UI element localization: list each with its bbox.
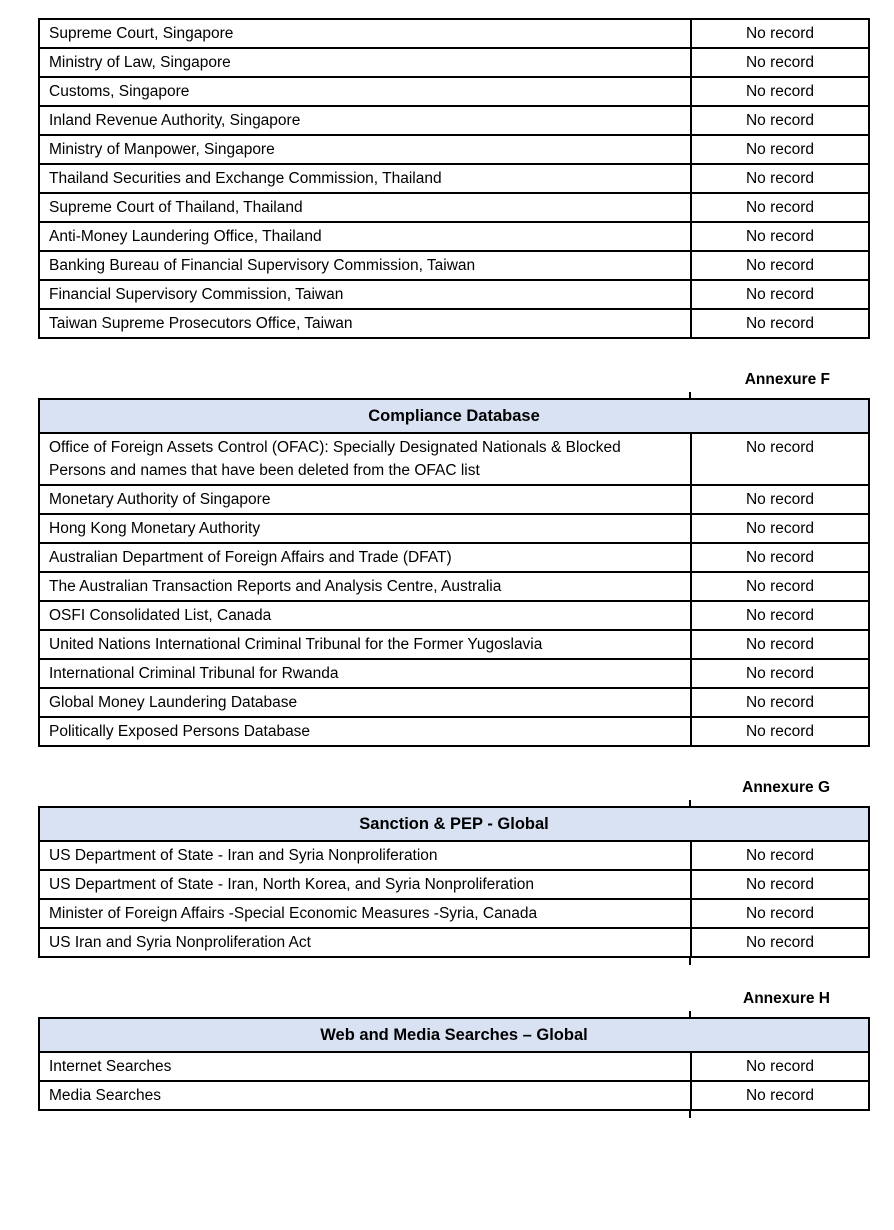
section-web-media-searches xyxy=(0,989,894,1111)
table-row xyxy=(39,48,869,77)
source-cell xyxy=(39,1081,691,1110)
result-cell: No record xyxy=(691,928,869,957)
result-cell: No record xyxy=(691,717,869,746)
web-media-table-wrap xyxy=(38,1017,868,1111)
web-media-searches-table xyxy=(38,1017,870,1111)
source-cell xyxy=(39,514,691,543)
source-text: US Iran and Syria Nonproliferation Act xyxy=(49,934,311,951)
table-row xyxy=(39,135,869,164)
source-cell xyxy=(39,543,691,572)
divider-tick xyxy=(689,1111,691,1118)
source-text: Office of Foreign Assets Control (OFAC): Specially Designated Nationals & Blocked Persons and names that have been deleted from the OFAC list xyxy=(49,439,621,479)
result-cell: No record xyxy=(691,543,869,572)
sanction-pep-table xyxy=(38,806,870,958)
source-text: Taiwan Supreme Prosecutors Office, Taiwan xyxy=(49,315,353,332)
source-cell xyxy=(39,433,691,485)
source-text: Ministry of Manpower, Singapore xyxy=(49,141,275,158)
source-cell xyxy=(39,630,691,659)
result-cell: No record xyxy=(691,222,869,251)
source-cell xyxy=(39,870,691,899)
source-text: Global Money Laundering Database xyxy=(49,694,298,711)
section-compliance-database xyxy=(0,370,894,747)
source-text: Banking Bureau of Financial Supervisory Commission, Taiwan xyxy=(49,257,476,274)
source-cell xyxy=(39,309,691,338)
table-row xyxy=(39,514,869,543)
table-row xyxy=(39,630,869,659)
table-row xyxy=(39,106,869,135)
table-row xyxy=(39,899,869,928)
compliance-database-table xyxy=(38,398,870,747)
source-text: Media Searches xyxy=(49,1087,162,1104)
divider-tick xyxy=(689,800,691,806)
source-text: OSFI Consolidated List, Canada xyxy=(49,607,272,624)
table-row xyxy=(39,1052,869,1081)
source-text: Supreme Court of Thailand, Thailand xyxy=(49,199,303,216)
source-text: Monetary Authority of Singapore xyxy=(49,491,271,508)
table-row xyxy=(39,717,869,746)
table-row xyxy=(39,164,869,193)
result-cell: No record xyxy=(691,1081,869,1110)
source-cell xyxy=(39,1052,691,1081)
source-cell xyxy=(39,572,691,601)
table-row xyxy=(39,251,869,280)
source-text: Thailand Securities and Exchange Commission, Thailand xyxy=(49,170,442,187)
table-row xyxy=(39,601,869,630)
source-cell xyxy=(39,717,691,746)
table-row xyxy=(39,1081,869,1110)
table-row xyxy=(39,841,869,870)
annexure-label-f: Annexure F xyxy=(744,371,830,388)
result-cell: No record xyxy=(691,135,869,164)
result-cell: No record xyxy=(691,514,869,543)
table-row xyxy=(39,928,869,957)
result-cell: No record xyxy=(691,485,869,514)
jurisdiction-sources-table xyxy=(38,18,870,339)
result-cell: No record xyxy=(691,106,869,135)
compliance-table-wrap xyxy=(38,398,868,747)
divider-tick xyxy=(689,958,691,965)
source-text: Australian Department of Foreign Affairs and Trade (DFAT) xyxy=(49,549,452,566)
annexure-label-g: Annexure G xyxy=(742,779,830,796)
section-sanction-pep xyxy=(0,778,894,958)
result-cell: No record xyxy=(691,630,869,659)
source-cell xyxy=(39,485,691,514)
source-text: Ministry of Law, Singapore xyxy=(49,54,231,71)
source-cell xyxy=(39,899,691,928)
source-text: Anti-Money Laundering Office, Thailand xyxy=(49,228,322,245)
source-text: Politically Exposed Persons Database xyxy=(49,723,311,740)
source-cell xyxy=(39,193,691,222)
result-cell: No record xyxy=(691,164,869,193)
source-cell xyxy=(39,659,691,688)
source-text: Hong Kong Monetary Authority xyxy=(49,520,261,537)
annexure-label-h: Annexure H xyxy=(743,990,830,1007)
source-cell xyxy=(39,19,691,48)
source-text: Supreme Court, Singapore xyxy=(49,25,234,42)
result-cell: No record xyxy=(691,841,869,870)
source-text: The Australian Transaction Reports and Analysis Centre, Australia xyxy=(49,578,502,595)
result-cell: No record xyxy=(691,77,869,106)
table-title: Compliance Database xyxy=(39,399,869,433)
table-title: Sanction & PEP - Global xyxy=(39,807,869,841)
table-title: Web and Media Searches – Global xyxy=(39,1018,869,1052)
source-cell xyxy=(39,841,691,870)
table-row xyxy=(39,659,869,688)
table-row xyxy=(39,19,869,48)
table-header-row xyxy=(39,807,869,841)
source-text: United Nations International Criminal Tribunal for the Former Yugoslavia xyxy=(49,636,543,653)
table-row xyxy=(39,193,869,222)
table-header-row xyxy=(39,399,869,433)
source-cell xyxy=(39,135,691,164)
result-cell: No record xyxy=(691,659,869,688)
divider-tick xyxy=(689,392,691,398)
source-cell xyxy=(39,106,691,135)
source-cell xyxy=(39,77,691,106)
result-cell: No record xyxy=(691,251,869,280)
source-text: International Criminal Tribunal for Rwanda xyxy=(49,665,339,682)
source-cell xyxy=(39,688,691,717)
source-text: Internet Searches xyxy=(49,1058,172,1075)
source-cell xyxy=(39,928,691,957)
source-cell xyxy=(39,164,691,193)
table-header-row xyxy=(39,1018,869,1052)
divider-tick xyxy=(689,1011,691,1017)
source-cell xyxy=(39,601,691,630)
result-cell: No record xyxy=(691,1052,869,1081)
section-jurisdiction-sources xyxy=(0,18,894,339)
result-cell: No record xyxy=(691,280,869,309)
source-cell xyxy=(39,48,691,77)
source-cell xyxy=(39,222,691,251)
result-cell: No record xyxy=(691,193,869,222)
table-row xyxy=(39,77,869,106)
result-cell: No record xyxy=(691,688,869,717)
table-row xyxy=(39,572,869,601)
table-row xyxy=(39,309,869,338)
source-text: Inland Revenue Authority, Singapore xyxy=(49,112,301,129)
table-row xyxy=(39,433,869,485)
source-text: Customs, Singapore xyxy=(49,83,190,100)
table-row xyxy=(39,870,869,899)
result-cell: No record xyxy=(691,433,869,485)
result-cell: No record xyxy=(691,870,869,899)
table-row xyxy=(39,485,869,514)
sanction-table-wrap xyxy=(38,806,868,958)
source-text: Minister of Foreign Affairs -Special Economic Measures -Syria, Canada xyxy=(49,905,538,922)
source-cell xyxy=(39,251,691,280)
result-cell: No record xyxy=(691,572,869,601)
result-cell: No record xyxy=(691,48,869,77)
result-cell: No record xyxy=(691,19,869,48)
result-cell: No record xyxy=(691,601,869,630)
result-cell: No record xyxy=(691,899,869,928)
result-cell: No record xyxy=(691,309,869,338)
table-row xyxy=(39,280,869,309)
source-text: US Department of State - Iran and Syria Nonproliferation xyxy=(49,847,438,864)
table-row xyxy=(39,688,869,717)
source-text: Financial Supervisory Commission, Taiwan xyxy=(49,286,344,303)
jurisdiction-table-wrap xyxy=(38,18,868,339)
table-row xyxy=(39,222,869,251)
table-row xyxy=(39,543,869,572)
source-text: US Department of State - Iran, North Korea, and Syria Nonproliferation xyxy=(49,876,535,893)
source-cell xyxy=(39,280,691,309)
